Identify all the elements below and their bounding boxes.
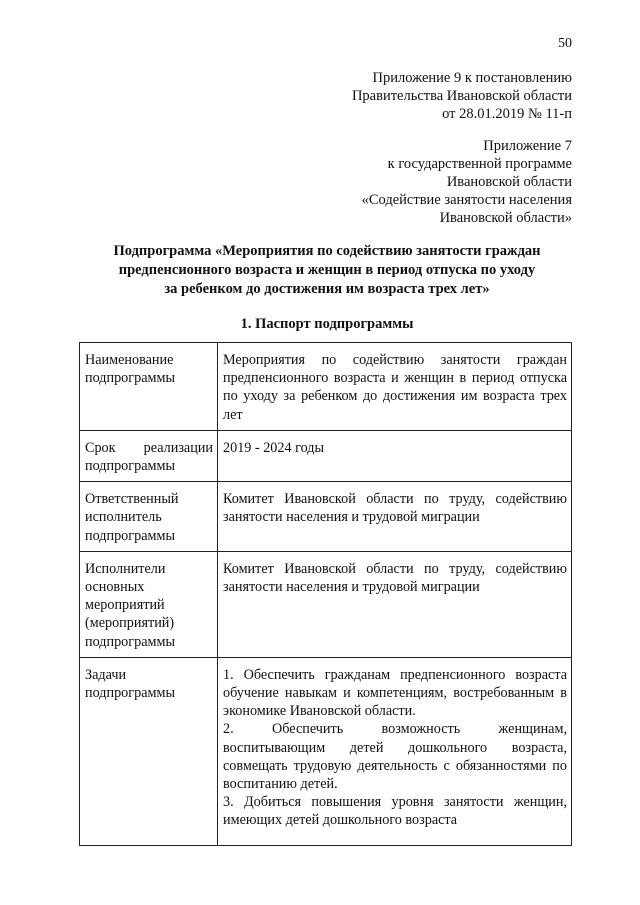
appendix-9-line: Правительства Ивановской области <box>351 88 572 104</box>
appendix-7-line: к государственной программе <box>387 156 572 172</box>
row-label-term <box>80 430 218 481</box>
appendix-9-line: Приложение 9 к постановлению <box>372 70 572 86</box>
label-line: основных <box>85 579 145 596</box>
label-word: реализации <box>143 439 213 456</box>
appendix-7-line: Ивановской области <box>446 174 572 190</box>
label-line: исполнитель <box>85 509 162 526</box>
row-value-term: 2019 - 2024 годы <box>218 430 572 481</box>
row-value-tasks <box>218 657 572 845</box>
appendix-7-line: Приложение 7 <box>483 138 572 154</box>
task-item: 3. Добиться повышения уровня занятости женщин, имеющих детей дошкольного возраста <box>223 794 567 829</box>
subprogram-title-line: за ребенком до достижения им возраста трех лет» <box>164 281 490 297</box>
subprogram-title <box>80 242 574 299</box>
label-line: подпрограммы <box>85 633 175 650</box>
row-label-executors <box>80 551 218 657</box>
row-value-executors: Комитет Ивановской области по труду, содействию занятости населения и трудовой миграции <box>218 551 572 657</box>
row-label-name <box>80 343 218 431</box>
table-row <box>80 482 572 552</box>
row-value-responsible: Комитет Ивановской области по труду, содействию занятости населения и трудовой миграции <box>218 482 572 552</box>
label-line: Исполнители <box>85 560 166 577</box>
label-line: подпрограммы <box>85 458 175 475</box>
row-label-tasks <box>80 657 218 845</box>
label-line: Задачи <box>85 666 127 683</box>
label-line <box>85 439 213 457</box>
subprogram-title-line: Подпрограмма «Мероприятия по содействию занятости граждан <box>113 243 541 259</box>
table-row <box>80 657 572 845</box>
task-item: 1. Обеспечить гражданам предпенсионного возраста обучение навыкам и компетенциям, востребованным в экономике Ивановской области. <box>223 666 567 720</box>
page-number: 50 <box>558 36 572 51</box>
passport-table <box>79 342 572 846</box>
task-item: 2. Обеспечить возможность женщинам, воспитывающим детей дошкольного возраста, совмещать трудовую деятельность с обязанностями по воспитанию детей. <box>223 721 567 793</box>
label-word: Срок <box>85 439 116 456</box>
appendix-7-line: «Содействие занятости населения <box>361 192 572 208</box>
label-line: подпрограммы <box>85 370 175 387</box>
appendix-9-line: от 28.01.2019 № 11-п <box>442 106 572 122</box>
label-line: подпрограммы <box>85 685 175 702</box>
label-line: мероприятий <box>85 597 165 614</box>
appendix-7-block <box>362 137 572 227</box>
row-label-responsible <box>80 482 218 552</box>
label-line: Ответственный <box>85 491 179 508</box>
appendix-9-block <box>352 69 572 123</box>
row-value-name: Мероприятия по содействию занятости граждан предпенсионного возраста и женщин в период отпуска по уходу за ребенком до достижения им возраста трех лет <box>218 343 572 431</box>
appendix-7-line: Ивановской области» <box>439 210 572 226</box>
section-heading: 1. Паспорт подпрограммы <box>240 316 414 332</box>
label-line: Наименование <box>85 352 174 368</box>
table-row <box>80 551 572 657</box>
table-row <box>80 430 572 481</box>
label-line: подпрограммы <box>85 527 175 544</box>
subprogram-title-line: предпенсионного возраста и женщин в период отпуска по уходу <box>118 262 536 278</box>
label-line: (мероприятий) <box>85 615 175 632</box>
table-row <box>80 343 572 431</box>
